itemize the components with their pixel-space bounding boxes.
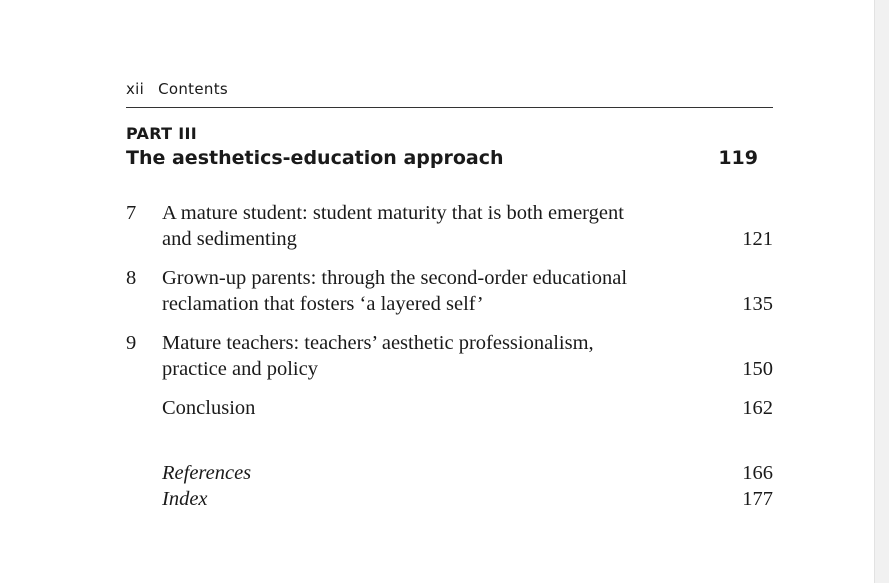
running-header — [126, 80, 773, 108]
chapter-title-line-2: and sedimenting — [162, 228, 297, 250]
part-title: The aesthetics-education approach — [126, 147, 504, 169]
chapter-title-line-1: A mature student: student maturity that is both emergent — [162, 202, 624, 224]
index-page-number: 177 — [742, 488, 773, 510]
header-page-number: xii — [126, 80, 145, 98]
chapter-title — [162, 200, 702, 252]
index-title: Index — [162, 488, 208, 510]
references-page-number: 166 — [742, 462, 773, 484]
chapter-title-line-1: Grown-up parents: through the second-order educational — [162, 267, 628, 289]
chapter-title — [162, 330, 702, 382]
part-page-number: 119 — [718, 147, 758, 169]
chapter-page-number: 121 — [742, 228, 773, 250]
chapter-number: 8 — [126, 267, 137, 289]
vertical-scrollbar[interactable] — [874, 0, 889, 583]
chapter-title-line-2: practice and policy — [162, 358, 318, 380]
chapter-number: 7 — [126, 202, 137, 224]
chapter-page-number: 135 — [742, 293, 773, 315]
chapter-title-line-1: Mature teachers: teachers’ aesthetic professionalism, — [162, 332, 594, 354]
header-running-title: Contents — [158, 80, 228, 98]
chapter-number: 9 — [126, 332, 137, 354]
toc-entry-chapter-7[interactable] — [126, 200, 773, 252]
part-label: PART III — [126, 124, 197, 143]
conclusion-title: Conclusion — [162, 397, 256, 419]
toc-entry-conclusion[interactable] — [126, 395, 773, 421]
chapter-page-number: 150 — [742, 358, 773, 380]
conclusion-page-number: 162 — [742, 397, 773, 419]
references-title: References — [162, 462, 252, 484]
toc-entry-index[interactable] — [126, 486, 773, 512]
toc-entry-chapter-8[interactable] — [126, 265, 773, 317]
toc-entry-chapter-9[interactable] — [126, 330, 773, 382]
chapter-title — [162, 265, 702, 317]
toc-entry-references[interactable] — [126, 460, 773, 486]
chapter-title-line-2: reclamation that fosters ‘a layered self’ — [162, 293, 484, 315]
